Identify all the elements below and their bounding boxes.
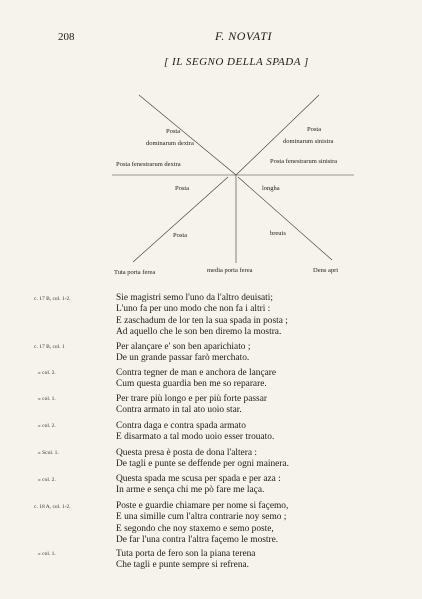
section-title: [ IL SEGNO DELLA SPADA ]	[164, 56, 309, 68]
margin-note: c. 17 B, col. 1	[34, 344, 65, 350]
verse-line: Sie magistri semo l'uno da l'altro deuisati;	[116, 293, 273, 303]
label-media-porta-ferea: media porta ferea	[207, 267, 253, 274]
verse-stanza	[116, 342, 250, 365]
verse-line: Contra armato in tal ato uoio star.	[116, 405, 242, 416]
label-dens-apri: Dens apri	[313, 267, 339, 274]
verse-line: E una simille cum l'altra contrarie noy semo ;	[116, 512, 287, 523]
margin-note: » col. 2.	[38, 477, 56, 483]
verse-line: De far l'una contra l'altra façemo le mostre.	[116, 534, 279, 545]
verse-line: Poste e guardie chiamare per nome si façemo,	[116, 501, 289, 511]
verse-line: Contra daga e contra spada armato	[116, 421, 246, 431]
verse-line: Questa presa è posta de dona l'altera :	[116, 448, 257, 458]
verse-line: Cum questa guardia ben me so reparare.	[116, 379, 267, 390]
verse-line: Questa spada me scusa per spada e per aza :	[116, 474, 281, 484]
verse-stanza	[116, 549, 255, 572]
label-tuta-porta-ferea: Tuta porta ferea	[114, 269, 156, 276]
verse-line: In arme e sença chi me pò fare me laça.	[116, 485, 265, 496]
margin-note: » col. 1.	[38, 551, 56, 557]
verse-line: Che tagli e punte sempre si refrena.	[116, 560, 250, 571]
verse-line: L'uno fa per uno modo che non fa i altri :	[116, 304, 271, 315]
running-title: F. NOVATI	[215, 29, 272, 43]
label-posta-fenestrarum-sinistra: Posta fenestrarum sinistra	[270, 158, 338, 165]
verse-stanza	[116, 501, 288, 546]
label-posta-dominarum-sinistra-1: Posta	[307, 126, 322, 133]
margin-note: » col. 1.	[38, 396, 56, 402]
verse-stanza	[116, 474, 281, 497]
verse-stanza	[116, 394, 267, 417]
label-posta-lower: Posta	[173, 232, 188, 239]
margin-note: c. 18 A, col. 1-2.	[34, 504, 71, 510]
verse-stanza	[116, 421, 274, 444]
diagonal-lower-right	[238, 177, 332, 260]
label-posta-dominarum-sinistra-2: dominarum sinistra	[283, 138, 334, 145]
label-longha: longha	[262, 185, 280, 192]
label-posta-left: Posta	[175, 185, 190, 192]
verse-line: E segondo che noy staxemo e semo poste,	[116, 523, 274, 534]
verse-line: Per trare più longo e per più forte passar	[116, 394, 267, 404]
verse-stanza	[116, 368, 276, 391]
margin-note: » Scol. 1.	[38, 450, 59, 456]
verse-line: Ad aquello che le son ben diremo la mostra.	[116, 326, 282, 337]
verse-line: Per alançare e' son ben aparichiato ;	[116, 342, 251, 352]
verse-stanza	[116, 293, 288, 338]
label-posta-fenestrarum-dextra: Posta fenestrarum dextra	[116, 161, 181, 168]
verse-stanza	[116, 448, 289, 471]
verse-line: E disarmato a tal modo uoio esser trouato.	[116, 432, 275, 443]
page-number: 208	[58, 31, 75, 43]
margin-note: c. 17 B, col. 1-2.	[34, 296, 71, 302]
verse-line: De tagli e punte se deffende per ogni mainera.	[116, 459, 289, 470]
verse-line: De un grande passar farò merchato.	[116, 353, 250, 364]
label-posta-dominarum-dextra-2: dominarum dextra	[146, 140, 194, 147]
margin-note: » col. 2.	[38, 370, 56, 376]
verse-line: Contra tegner de man e anchora de lançare	[116, 368, 277, 378]
verse-line: Tuta porta de fero son la piana terena	[116, 549, 256, 559]
verse-line: E zaschadum de lor ten la sua spada in posta ;	[116, 315, 288, 326]
margin-note: » col. 2.	[38, 423, 56, 429]
label-breuis: breuis	[270, 230, 286, 237]
label-posta-dominarum-dextra-1: Posta	[166, 128, 181, 135]
